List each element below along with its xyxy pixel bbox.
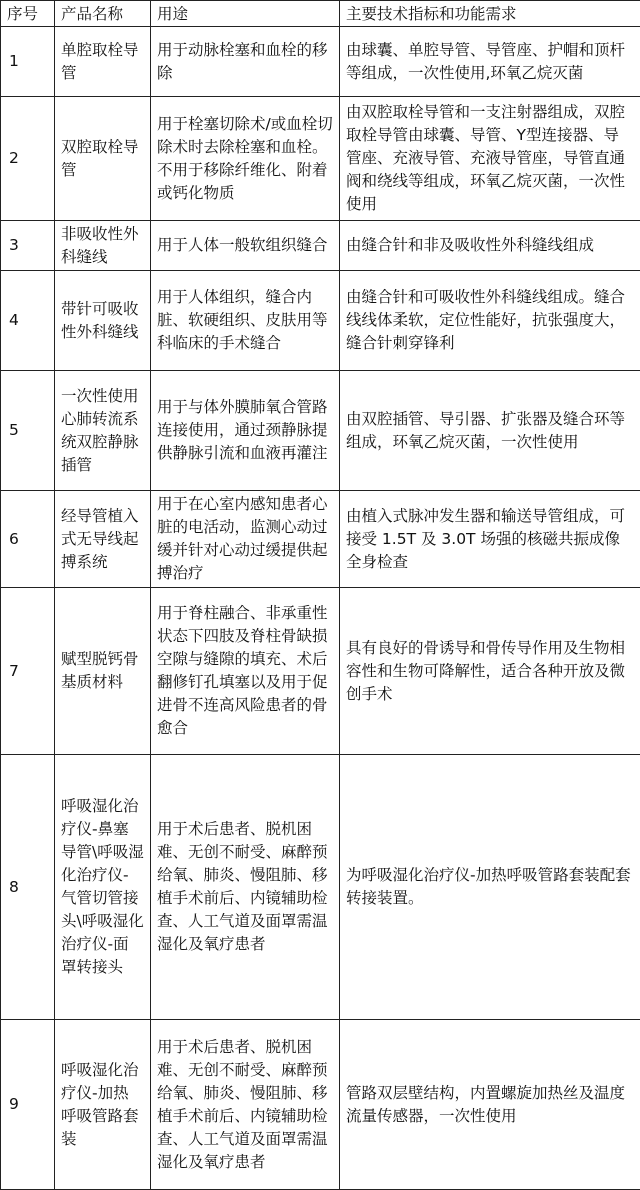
product-spec: 具有良好的骨诱导和骨传导作用及生物相容性和生物可降解性，适合各种开放及微创手术	[340, 588, 640, 755]
product-name: 双腔取栓导管	[55, 97, 151, 221]
table-row	[1, 221, 640, 271]
row-number: 8	[1, 755, 55, 1020]
row-number: 5	[1, 371, 55, 491]
header-no: 序号	[1, 1, 55, 27]
header-use: 用途	[151, 1, 340, 27]
table-row	[1, 588, 640, 755]
row-number: 6	[1, 491, 55, 588]
row-number: 3	[1, 221, 55, 271]
table-row	[1, 271, 640, 371]
row-number: 2	[1, 97, 55, 221]
table-row	[1, 491, 640, 588]
product-spec: 由球囊、单腔导管、导管座、护帽和顶杆等组成，一次性使用,环氧乙烷灭菌	[340, 27, 640, 97]
row-number: 7	[1, 588, 55, 755]
header-row	[1, 1, 640, 27]
product-name: 呼吸湿化治疗仪-加热呼吸管路套装	[55, 1020, 151, 1190]
product-spec: 由双腔取栓导管和一支注射器组成，双腔取栓导管由球囊、导管、Y型连接器、导管座、充液导管、充液导管座，导管直通阀和绕线等组成，环氧乙烷灭菌，一次性使用	[340, 97, 640, 221]
product-use: 用于术后患者、脱机困难、无创不耐受、麻醉预给氧、肺炎、慢阻肺、移植手术前后、内镜辅助检查、人工气道及面罩需温湿化及氧疗患者	[151, 1020, 340, 1190]
product-use: 用于动脉栓塞和血栓的移除	[151, 27, 340, 97]
product-use: 用于与体外膜肺氧合管路连接使用，通过颈静脉提供静脉引流和血液再灌注	[151, 371, 340, 491]
header-spec: 主要技术指标和功能需求	[340, 1, 640, 27]
product-name: 单腔取栓导管	[55, 27, 151, 97]
table-row	[1, 371, 640, 491]
product-spec: 由双腔插管、导引器、扩张器及缝合环等组成，环氧乙烷灭菌，一次性使用	[340, 371, 640, 491]
product-name: 带针可吸收性外科缝线	[55, 271, 151, 371]
row-number: 1	[1, 27, 55, 97]
product-spec: 为呼吸湿化治疗仪-加热呼吸管路套装配套转接装置。	[340, 755, 640, 1020]
table-row	[1, 755, 640, 1020]
product-spec: 管路双层壁结构，内置螺旋加热丝及温度流量传感器，一次性使用	[340, 1020, 640, 1190]
product-name: 非吸收性外科缝线	[55, 221, 151, 271]
table-row	[1, 97, 640, 221]
product-use: 用于在心室内感知患者心脏的电活动，监测心动过缓并针对心动过缓提供起搏治疗	[151, 491, 340, 588]
product-use: 用于人体组织，缝合内脏、软硬组织、皮肤用等科临床的手术缝合	[151, 271, 340, 371]
row-number: 9	[1, 1020, 55, 1190]
table-row	[1, 27, 640, 97]
product-name: 经导管植入式无导线起搏系统	[55, 491, 151, 588]
header-name: 产品名称	[55, 1, 151, 27]
product-use: 用于人体一般软组织缝合	[151, 221, 340, 271]
product-spec: 由植入式脉冲发生器和输送导管组成，可接受 1.5T 及 3.0T 场强的核磁共振成像全身检查	[340, 491, 640, 588]
product-spec: 由缝合针和可吸收性外科缝线组成。缝合线线体柔软，定位性能好，抗张强度大，缝合针刺穿锋利	[340, 271, 640, 371]
product-name: 赋型脱钙骨基质材料	[55, 588, 151, 755]
product-use: 用于脊柱融合、非承重性状态下四肢及脊柱骨缺损空隙与缝隙的填充、术后翻修钉孔填塞以及用于促进骨不连高风险患者的骨愈合	[151, 588, 340, 755]
product-spec: 由缝合针和非及吸收性外科缝线组成	[340, 221, 640, 271]
product-name: 呼吸湿化治疗仪-鼻塞导管\呼吸湿化治疗仪-气管切管接头\呼吸湿化治疗仪-面罩转接头	[55, 755, 151, 1020]
row-number: 4	[1, 271, 55, 371]
table-row	[1, 1020, 640, 1190]
product-use: 用于栓塞切除术/或血栓切除术时去除栓塞和血栓。不用于移除纤维化、附着或钙化物质	[151, 97, 340, 221]
product-use: 用于术后患者、脱机困难、无创不耐受、麻醉预给氧、肺炎、慢阻肺、移植手术前后、内镜辅助检查、人工气道及面罩需温湿化及氧疗患者	[151, 755, 340, 1020]
product-name: 一次性使用心肺转流系统双腔静脉插管	[55, 371, 151, 491]
